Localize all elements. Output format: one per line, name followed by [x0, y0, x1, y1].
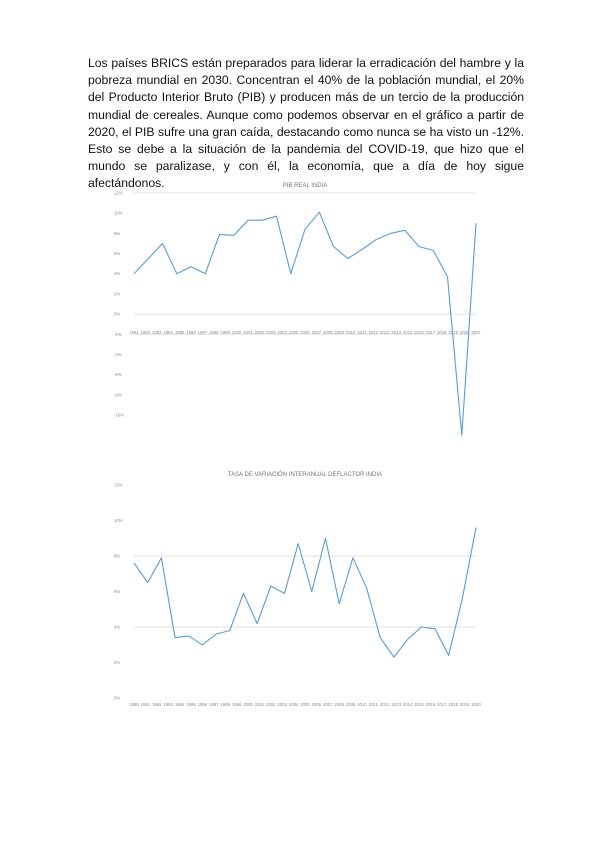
x-tick-label: 2004: [288, 702, 299, 707]
x-tick-label: 2013: [391, 702, 401, 707]
y-tick-label: 8%: [114, 553, 121, 559]
x-tick-label: 1996: [197, 702, 208, 707]
x-tick-label: 2020: [459, 330, 470, 335]
x-tick-label: 2014: [391, 330, 401, 335]
x-tick-label: 2012: [380, 702, 390, 707]
x-tick-label: 2015: [402, 330, 413, 335]
x-tick-label: 2021: [471, 330, 481, 335]
y-tick-label: 0%: [114, 311, 121, 317]
x-tick-label: 2002: [266, 702, 276, 707]
y-tick-label: -2%: [114, 331, 122, 337]
x-tick-label: 1997: [197, 330, 208, 335]
x-tick-label: 1992: [152, 702, 162, 707]
x-tick-label: 2019: [448, 330, 458, 335]
y-tick-label: -4%: [114, 351, 122, 357]
y-tick-label: -8%: [114, 392, 122, 398]
y-tick-label: 6%: [114, 251, 121, 257]
x-tick-label: 1996: [186, 330, 196, 335]
x-tick-label: 1992: [140, 330, 151, 335]
x-tick-label: 2015: [414, 702, 424, 707]
x-tick-label: 1993: [163, 702, 173, 707]
y-tick-label: 4%: [114, 624, 121, 630]
x-tick-label: 2006: [300, 330, 310, 335]
x-tick-label: 2010: [345, 330, 356, 335]
chart-title: TASA DE VARIACIÓN INTERANUAL DEFLACTOR INDIA: [227, 472, 383, 478]
y-tick-label: -6%: [114, 372, 122, 378]
x-tick-label: 1994: [163, 330, 173, 335]
x-tick-label: 2007: [323, 702, 333, 707]
x-tick-label: 2020: [471, 702, 481, 707]
y-tick-label: 10%: [114, 518, 123, 523]
y-tick-label: -10%: [114, 412, 125, 418]
x-tick-label: 2007: [311, 330, 322, 335]
x-tick-label: 1991: [140, 702, 151, 707]
x-tick-label: 2018: [448, 702, 458, 707]
x-tick-label: 1999: [231, 702, 242, 707]
x-tick-label: 1997: [209, 702, 219, 707]
x-tick-label: 1993: [152, 330, 162, 335]
data-line: [134, 528, 476, 658]
y-tick-label: 2%: [114, 660, 121, 665]
x-tick-label: 2009: [334, 330, 344, 335]
x-tick-label: 2003: [266, 330, 276, 335]
x-tick-label: 2012: [368, 330, 379, 335]
x-tick-label: 1998: [220, 702, 230, 707]
x-tick-label: 2016: [414, 330, 424, 335]
x-tick-label: 2011: [357, 330, 367, 335]
x-tick-label: 1991: [129, 330, 139, 335]
x-tick-label: 2002: [254, 330, 265, 335]
y-tick-label: 12%: [114, 190, 123, 196]
y-tick-label: 6%: [114, 589, 121, 594]
chart-title: PIB REAL INDIA: [282, 183, 328, 189]
y-tick-label: 2%: [114, 291, 121, 297]
x-tick-label: 2001: [243, 330, 253, 335]
x-tick-label: 2017: [437, 702, 447, 707]
x-tick-label: 1995: [174, 330, 185, 335]
x-tick-label: 2005: [288, 330, 299, 335]
x-tick-label: 2016: [425, 702, 436, 707]
data-line: [134, 212, 476, 435]
y-tick-label: 4%: [114, 271, 121, 277]
x-tick-label: 2011: [368, 702, 379, 707]
y-tick-label: 8%: [114, 230, 121, 236]
x-tick-label: 2003: [277, 702, 287, 707]
x-tick-label: 2004: [277, 330, 287, 335]
x-tick-label: 2017: [425, 330, 436, 335]
gdp-chart: [114, 183, 481, 435]
x-tick-label: 2010: [357, 702, 367, 707]
x-tick-label: 2008: [323, 330, 333, 335]
x-tick-label: 1998: [209, 330, 219, 335]
body-paragraph: Los países BRICS están preparados para liderar la erradicación del hambre y la pobreza mundial en 2030. Concentran el 40% de la población mundial, el 20% del Producto Interior Bruto (PIB) y producen más de un tercio de la producción mundial de cereales. Aunque como podemos observar en el gráfico a partir de 2020, el PIB sufre una gran caída, destacando como nunca se ha visto un -12%. Esto se debe a la situación de la pandemia del COVID-19, que hizo que el mundo se paralizase, y con él, la economía, que a día de hoy sigue afectándonos.: [88, 56, 524, 191]
x-tick-label: 2001: [254, 702, 265, 707]
x-tick-label: 2008: [334, 702, 344, 707]
y-tick-label: 0%: [114, 695, 121, 701]
y-tick-label: 10%: [114, 210, 123, 216]
x-tick-label: 1990: [129, 702, 139, 707]
x-tick-label: 2005: [300, 702, 310, 707]
x-tick-label: 2006: [311, 702, 322, 707]
x-tick-label: 2014: [402, 702, 413, 707]
x-tick-label: 1999: [220, 330, 230, 335]
x-tick-label: 2013: [380, 330, 390, 335]
x-tick-label: 1995: [186, 702, 196, 707]
y-tick-label: 12%: [114, 482, 123, 488]
x-tick-label: 2019: [459, 702, 470, 707]
x-tick-label: 2000: [231, 330, 242, 335]
deflator-chart: [114, 471, 481, 707]
x-tick-label: 2018: [437, 330, 447, 335]
x-tick-label: 1994: [174, 702, 185, 707]
x-tick-label: 2000: [243, 702, 253, 707]
x-tick-label: 2009: [345, 702, 356, 707]
